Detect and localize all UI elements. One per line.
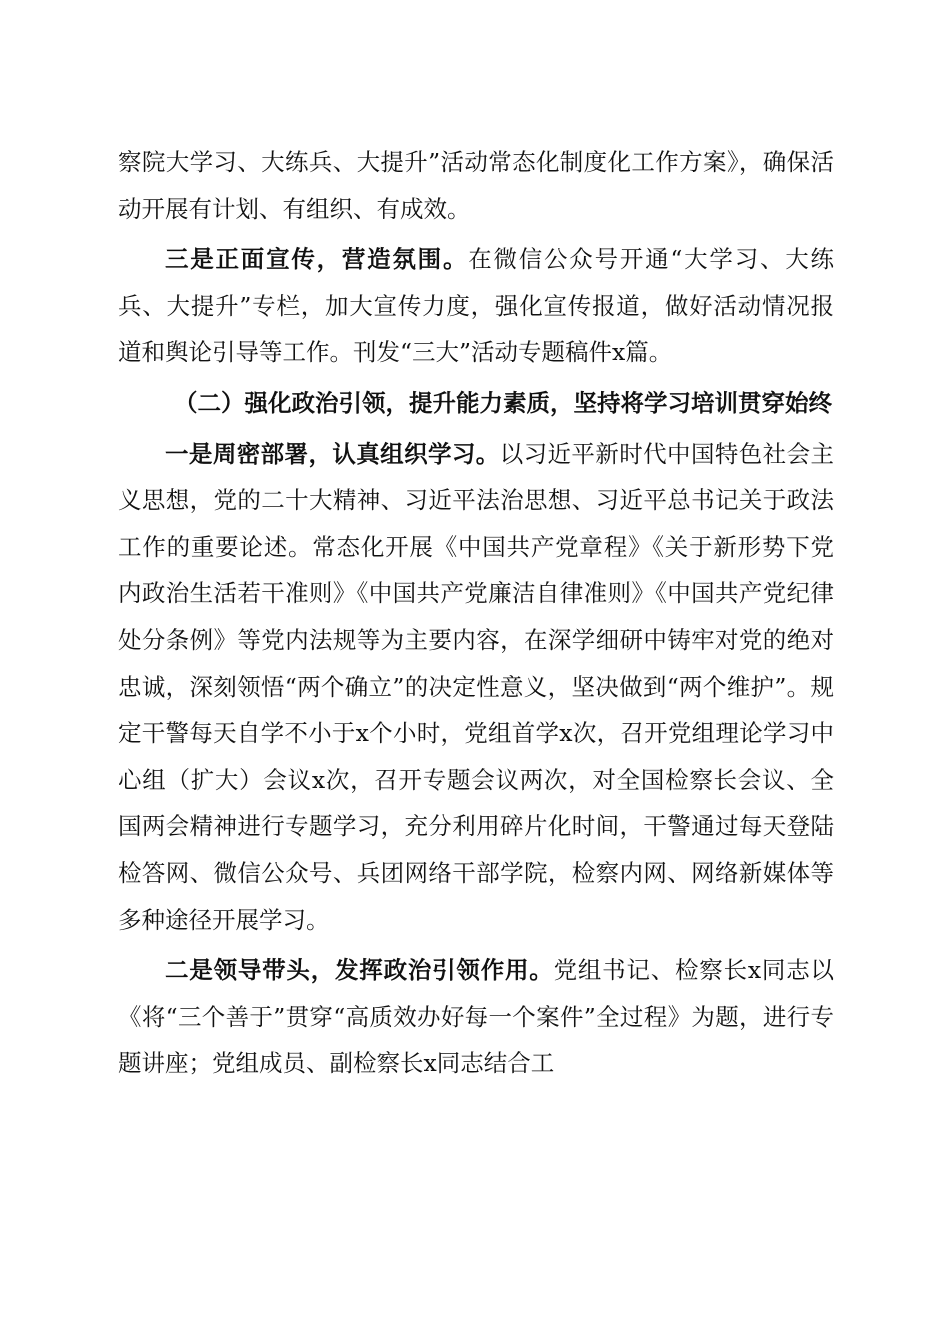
paragraph-continuation: [118, 139, 834, 232]
section-heading: （二）强化政治引领，提升能力素质，坚持将学习培训贯穿始终: [174, 388, 832, 417]
document-page: [118, 139, 834, 1091]
paragraph-text: 在微信公众号开通“大学习、大练兵、大提升”专栏，加大宣传力度，强化宣传报道，做好活动情况报道和舆论引导等工作。刊发“三大”活动专题稿件x篇。: [118, 245, 835, 367]
paragraph-text: 察院大学习、大练兵、大提升”活动常态化制度化工作方案》，确保活动开展有计划、有组织、有成效。: [118, 148, 834, 223]
paragraph-lead: 三是正面宣传，营造氛围。: [165, 245, 469, 274]
paragraph-text: 以习近平新时代中国特色社会主义思想，党的二十大精神、习近平法治思想、习近平总书记关于政法工作的重要论述。常态化开展《中国共产党章程》《关于新形势下党内政治生活若干准则》《中国共产党廉洁自律准则》《中国共产党纪律处分条例》等党内法规等为主要内容，在深学细研中铸牢对党的绝对忠诚，深刻领悟“两个确立”的决定性意义，坚决做到“两个维护”。规定干警每天自学不小于x个小时，党组首学x次，召开党组理论学习中心组（扩大）会议x次，召开专题会议两次，对全国检察长会议、全国两会精神进行专题学习，充分利用碎片化时间，干警通过每天登陆检答网、微信公众号、兵团网络干部学院，检察内网、网络新媒体等多种途径开展学习。: [118, 439, 834, 934]
paragraph-publicity: [118, 236, 834, 376]
paragraph-lead: 二是领导带头，发挥政治引领作用。: [165, 956, 554, 985]
paragraph-leadership: [118, 947, 834, 1087]
paragraph-lead: 一是周密部署，认真组织学习。: [165, 439, 500, 468]
paragraph-study: [118, 431, 834, 944]
paragraph-text: 党组书记、检察长x同志以《将“三个善于”贯穿“高质效办好每一个案件”全过程》为题，进行专题讲座；党组成员、副检察长x同志结合工: [118, 956, 834, 1078]
